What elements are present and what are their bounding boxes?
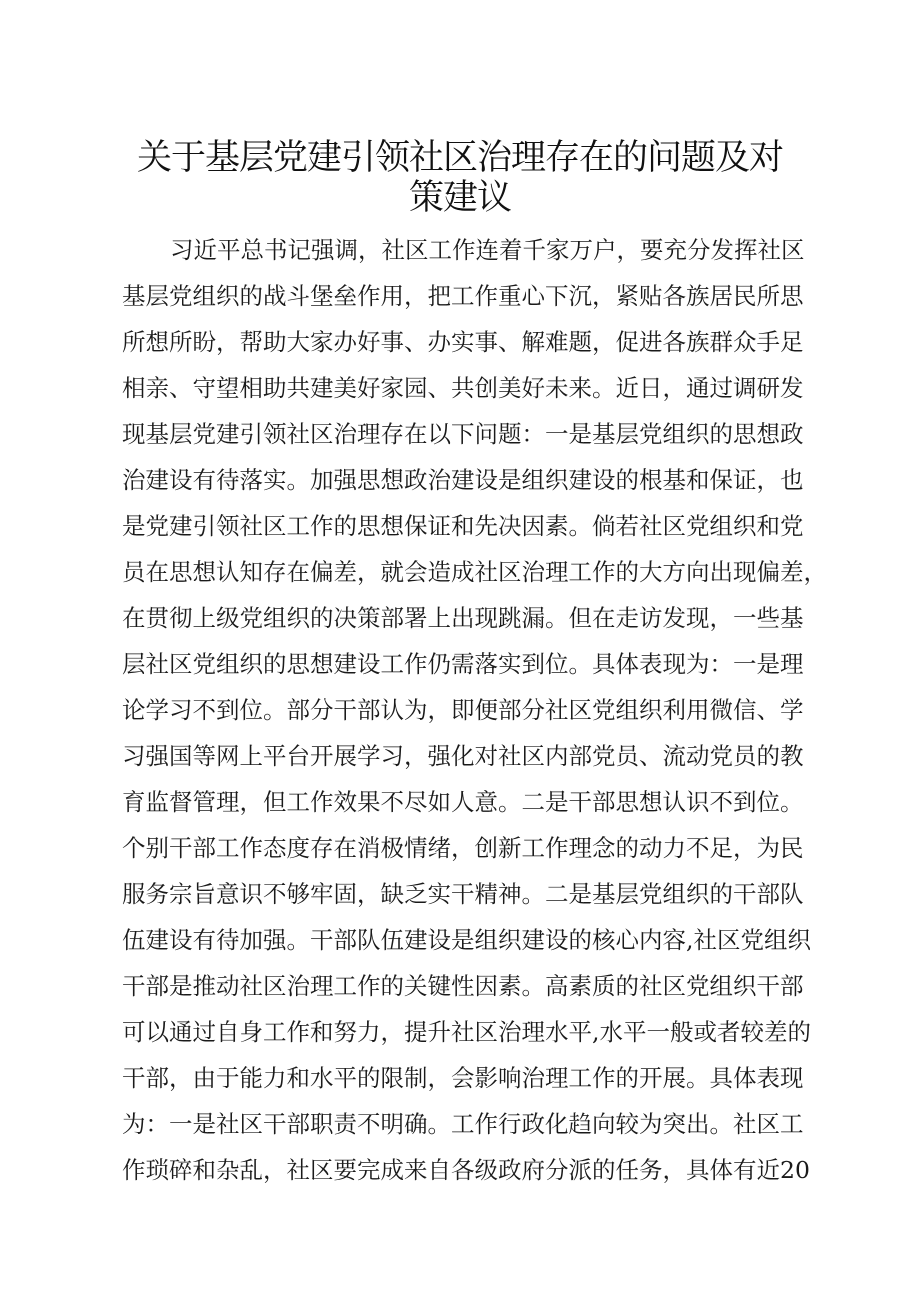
body-line: 习强国等网上平台开展学习，强化对社区内部党员、流动党员的教 [122,742,804,770]
body-line: 治建设有待落实。加强思想政治建设是组织建设的根基和保证，也 [122,466,804,494]
document-title-line-1: 关于基层党建引领社区治理存在的问题及对 [136,138,783,178]
body-line: 论学习不到位。部分干部认为，即便部分社区党组织利用微信、学 [122,696,804,724]
body-line: 为：一是社区干部职责不明确。工作行政化趋向较为突出。社区工 [122,1110,804,1138]
body-line: 干部，由于能力和水平的限制，会影响治理工作的开展。具体表现 [122,1064,804,1092]
body-line: 相亲、守望相助共建美好家园、共创美好未来。近日，通过调研发 [122,374,804,402]
body-line: 层社区党组织的思想建设工作仍需落实到位。具体表现为：一是理 [122,650,804,678]
body-line: 作琐碎和杂乱，社区要完成来自各级政府分派的任务，具体有近20 [122,1156,810,1184]
body-line: 伍建设有待加强。干部队伍建设是组织建设的核心内容,社区党组织 [122,926,811,954]
body-line: 是党建引领社区工作的思想保证和先决因素。倘若社区党组织和党 [122,512,804,540]
document-title-line-2: 策建议 [408,178,511,218]
body-line: 服务宗旨意识不够牢固，缺乏实干精神。二是基层党组织的干部队 [122,880,804,908]
body-line: 现基层党建引领社区治理存在以下问题：一是基层党组织的思想政 [122,420,804,448]
body-line: 在贯彻上级党组织的决策部署上出现跳漏。但在走访发现，一些基 [122,604,804,632]
body-line: 习近平总书记强调，社区工作连着千家万户，要充分发挥社区 [170,236,805,264]
body-line: 所想所盼，帮助大家办好事、办实事、解难题，促进各族群众手足 [122,328,804,356]
body-line: 个别干部工作态度存在消极情绪，创新工作理念的动力不足，为民 [122,834,804,862]
body-line: 可以通过自身工作和努力，提升社区治理水平,水平一般或者较差的 [122,1018,811,1046]
document-body [122,227,827,1193]
body-line: 干部是推动社区治理工作的关键性因素。高素质的社区党组织干部 [122,972,804,1000]
body-line: 员在思想认知存在偏差，就会造成社区治理工作的大方向出现偏差， [122,558,827,586]
body-line: 育监督管理，但工作效果不尽如人意。二是干部思想认识不到位。 [122,788,804,816]
body-line: 基层党组织的战斗堡垒作用，把工作重心下沉，紧贴各族居民所思 [122,282,804,310]
